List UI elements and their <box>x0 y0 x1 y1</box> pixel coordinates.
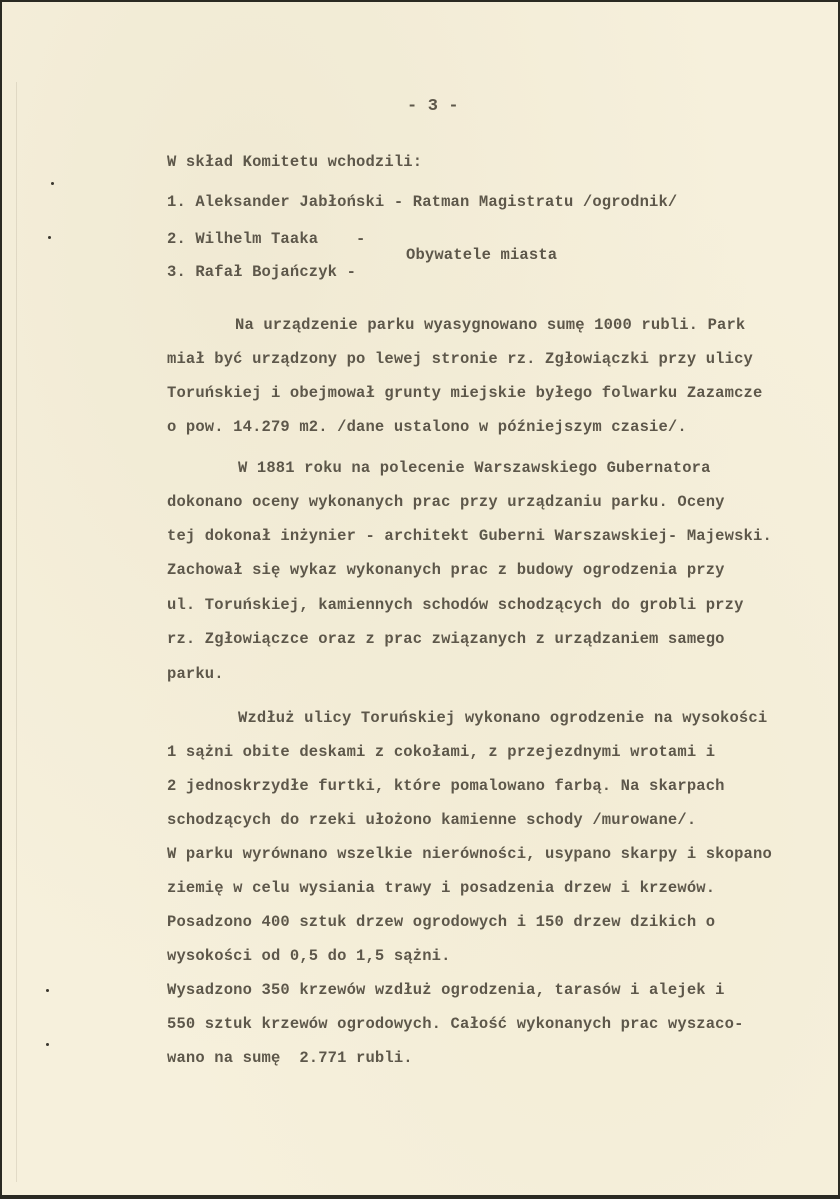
page-number: - 3 - <box>407 97 459 116</box>
paragraph-3-line: Wysadzono 350 krzewów wzdłuż ogrodzenia, tarasów i alejek i <box>167 981 725 999</box>
committee-member-1: 1. Aleksander Jabłoński - Ratman Magistratu /ogrodnik/ <box>167 193 678 211</box>
committee-heading: W skład Komitetu wchodzili: <box>167 153 423 171</box>
paragraph-3-line: ziemię w celu wysiania trawy i posadzenia drzew i krzewów. <box>167 879 716 897</box>
committee-member-2: 2. Wilhelm Taaka - <box>167 230 366 248</box>
paragraph-3-line: Posadzono 400 sztuk drzew ogrodowych i 150 drzew dzikich o <box>167 913 716 931</box>
paragraph-1-line: o pow. 14.279 m2. /dane ustalono w późniejszym czasie/. <box>167 418 687 436</box>
paragraph-2-line: parku. <box>167 665 224 683</box>
typewritten-page <box>2 2 838 1195</box>
margin-mark <box>46 1043 49 1046</box>
margin-mark <box>46 989 49 992</box>
paragraph-3-line: 2 jednoskrzydłe furtki, które pomalowano farbą. Na skarpach <box>167 777 725 795</box>
paragraph-2-line: ul. Toruńskiej, kamiennych schodów schodzących do grobli przy <box>167 596 744 614</box>
paragraph-1-line: Toruńskiej i obejmował grunty miejskie byłego folwarku Zazamcze <box>167 384 763 402</box>
paragraph-3-line: wysokości od 0,5 do 1,5 sążni. <box>167 947 451 965</box>
paragraph-2-line: tej dokonał inżynier - architekt Guberni Warszawskiej- Majewski. <box>167 527 772 545</box>
paragraph-3-line: schodzących do rzeki ułożono kamienne schody /murowane/. <box>167 811 697 829</box>
paragraph-2-line: W 1881 roku na polecenie Warszawskiego Gubernatora <box>238 459 711 477</box>
paragraph-3-line: 550 sztuk krzewów ogrodowych. Całość wykonanych prac wyszaco- <box>167 1015 744 1033</box>
paragraph-3-line: W parku wyrównano wszelkie nierówności, usypano skarpy i skopano <box>167 845 772 863</box>
paragraph-3-line: Wzdłuż ulicy Toruńskiej wykonano ogrodzenie na wysokości <box>238 709 768 727</box>
paper-fold-line <box>16 82 17 1182</box>
paragraph-3-line: wano na sumę 2.771 rubli. <box>167 1049 413 1067</box>
margin-mark <box>48 236 51 239</box>
paragraph-1-line: Na urządzenie parku wyasygnowano sumę 1000 rubli. Park <box>235 316 746 334</box>
paragraph-1-line: miał być urządzony po lewej stronie rz. Zgłowiączki przy ulicy <box>167 350 753 368</box>
committee-member-3: 3. Rafał Bojańczyk - <box>167 263 357 281</box>
margin-mark <box>51 182 54 185</box>
paragraph-2-line: Zachował się wykaz wykonanych prac z budowy ogrodzenia przy <box>167 561 725 579</box>
paragraph-2-line: dokonano oceny wykonanych prac przy urządzaniu parku. Oceny <box>167 493 725 511</box>
paragraph-3-line: 1 sążni obite deskami z cokołami, z przejezdnymi wrotami i <box>167 743 716 761</box>
paragraph-2-line: rz. Zgłowiączce oraz z prac związanych z urządzaniem samego <box>167 630 725 648</box>
members-group-label: Obywatele miasta <box>406 246 558 264</box>
